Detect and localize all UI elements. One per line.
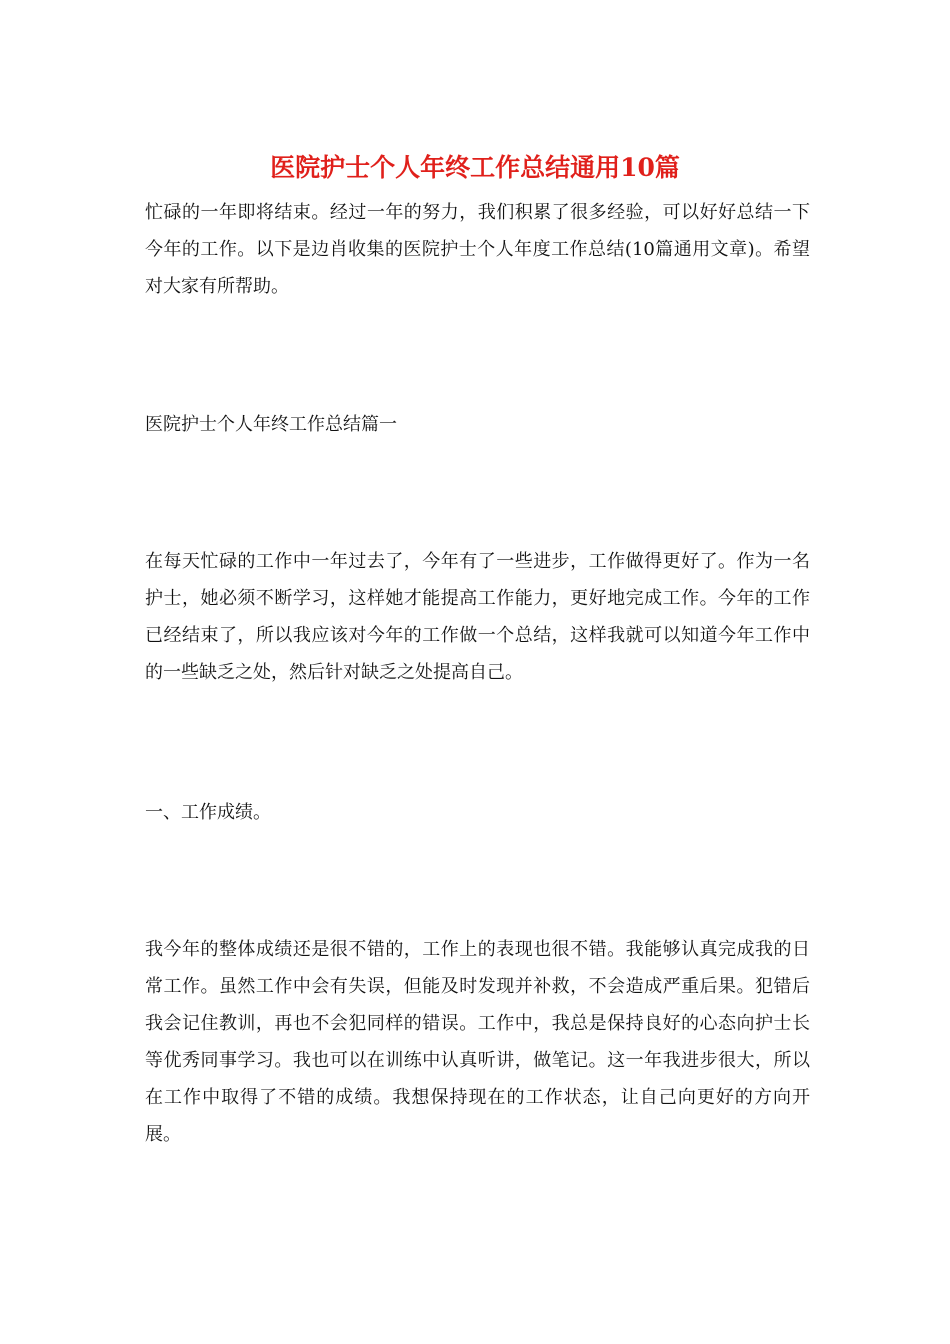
intro-paragraph: 忙碌的一年即将结束。经过一年的努力，我们积累了很多经验，可以好好总结一下今年的工作。以下是边肖收集的医院护士个人年度工作总结(10篇通用文章)。希望对大家有所帮助。	[145, 202, 810, 297]
subsection-heading: 一、工作成绩。	[145, 802, 271, 823]
document-title: 医院护士个人年终工作总结通用10篇	[270, 153, 680, 182]
section-body-paragraph: 在每天忙碌的工作中一年过去了，今年有了一些进步，工作做得更好了。作为一名护士，她必须不断学习，这样她才能提高工作能力，更好地完成工作。今年的工作已经结束了，所以我应该对今年的工作做一个总结，这样我就可以知道今年工作中的一些缺乏之处，然后针对缺乏之处提高自己。	[145, 551, 810, 683]
section-heading: 医院护士个人年终工作总结篇一	[145, 414, 397, 435]
subsection-body-paragraph: 我今年的整体成绩还是很不错的，工作上的表现也很不错。我能够认真完成我的日常工作。虽然工作中会有失误，但能及时发现并补救，不会造成严重后果。犯错后我会记住教训，再也不会犯同样的错误。工作中，我总是保持良好的心态向护士长等优秀同事学习。我也可以在训练中认真听讲，做笔记。这一年我进步很大，所以在工作中取得了不错的成绩。我想保持现在的工作状态，让自己向更好的方向开展。	[145, 939, 810, 1145]
